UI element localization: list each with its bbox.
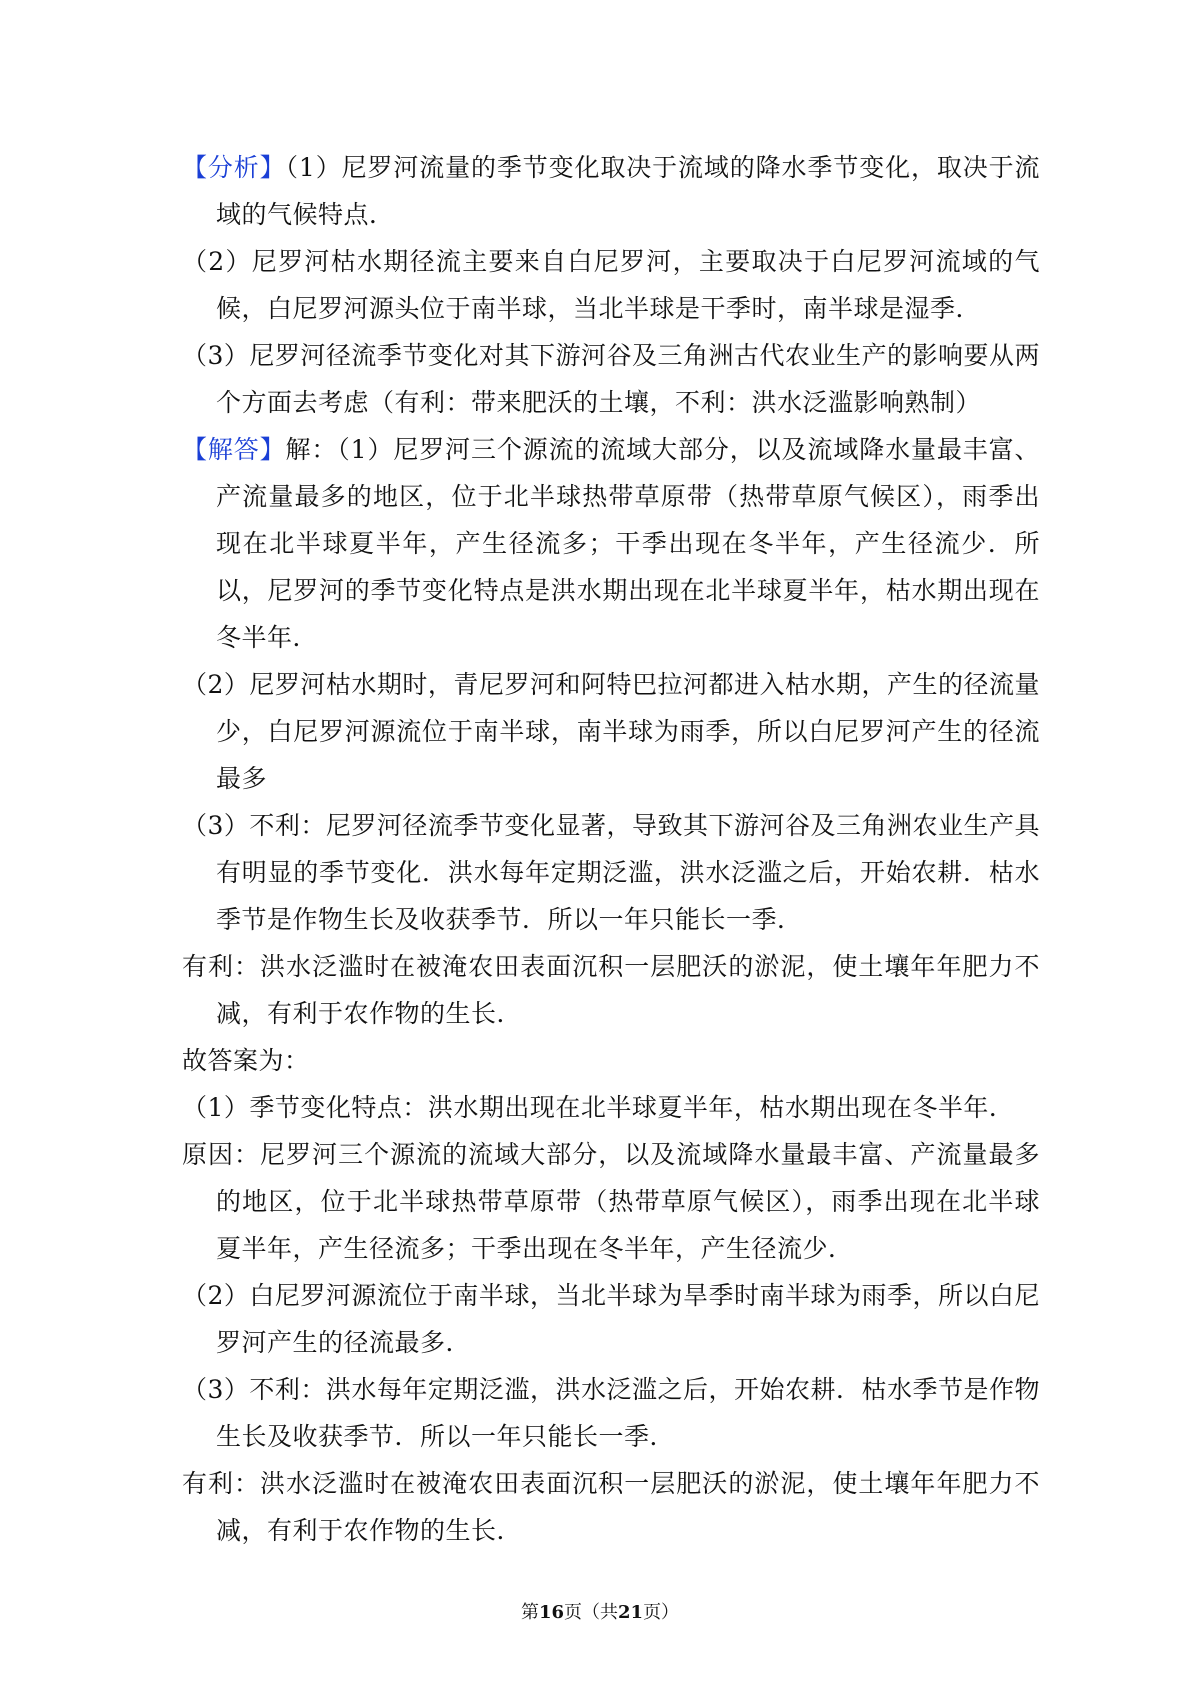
answer-paragraph-7: 原因：尼罗河三个源流的流域大部分，以及流域降水量最丰富、产流量最多的地区，位于北半球热带草原带（热带草原气候区），雨季出现在北半球夏半年，产生径流多；干季出现在冬半年，产生径流少． (182, 1140, 1040, 1263)
footer-total-pages: 21 (618, 1602, 644, 1623)
page-footer (0, 1598, 1200, 1624)
answer-paragraph-9: （3）不利：洪水每年定期泛滥，洪水泛滥之后，开始农耕．枯水季节是作物生长及收获季节．所以一年只能长一季． (182, 1375, 1040, 1451)
answer-paragraph-8: （2）白尼罗河源流位于南半球，当北半球为旱季时南半球为雨季，所以白尼罗河产生的径流最多． (182, 1281, 1040, 1357)
answer-text-1: 解：（1）尼罗河三个源流的流域大部分，以及流域降水量最丰富、产流量最多的地区，位于北半球热带草原带（热带草原气候区），雨季出现在北半球夏半年，产生径流多；干季出现在冬半年，产生径流少．所以，尼罗河的季节变化特点是洪水期出现在北半球夏半年，枯水期出现在冬半年． (216, 435, 1040, 652)
answer-paragraph-10: 有利：洪水泛滥时在被淹农田表面沉积一层肥沃的淤泥，使土壤年年肥力不减，有利于农作物的生长． (182, 1469, 1040, 1545)
footer-page-number: 16 (538, 1602, 564, 1623)
analysis-paragraph-3: （3）尼罗河径流季节变化对其下游河谷及三角洲古代农业生产的影响要从两个方面去考虑（有利：带来肥沃的土壤，不利：洪水泛滥影响熟制） (182, 341, 1040, 417)
answer-paragraph-4: 有利：洪水泛滥时在被淹农田表面沉积一层肥沃的淤泥，使土壤年年肥力不减，有利于农作物的生长． (182, 952, 1040, 1028)
footer-prefix: 第 (520, 1602, 539, 1623)
answer-label: 【解答】 (182, 435, 286, 464)
analysis-paragraph-1 (182, 144, 1040, 238)
analysis-label: 【分析】 (182, 153, 286, 182)
answer-paragraph-2: （2）尼罗河枯水期时，青尼罗河和阿特巴拉河都进入枯水期，产生的径流量少，白尼罗河源流位于南半球，南半球为雨季，所以白尼罗河产生的径流最多 (182, 670, 1040, 793)
document-body (182, 144, 1040, 1554)
answer-paragraph-5: 故答案为： (182, 1046, 310, 1075)
answer-paragraph-3: （3）不利：尼罗河径流季节变化显著，导致其下游河谷及三角洲农业生产具有明显的季节变化．洪水每年定期泛滥，洪水泛滥之后，开始农耕．枯水季节是作物生长及收获季节．所以一年只能长一季． (182, 811, 1040, 934)
analysis-text-1: （1）尼罗河流量的季节变化取决于流域的降水季节变化，取决于流域的气候特点． (216, 153, 1040, 229)
footer-middle: 页（共 (564, 1602, 618, 1623)
analysis-paragraph-2: （2）尼罗河枯水期径流主要来自白尼罗河，主要取决于白尼罗河流域的气候，白尼罗河源头位于南半球，当北半球是干季时，南半球是湿季． (182, 247, 1040, 323)
footer-suffix: 页） (643, 1602, 680, 1623)
answer-paragraph-6: （1）季节变化特点：洪水期出现在北半球夏半年，枯水期出现在冬半年． (182, 1093, 1015, 1122)
answer-paragraph-1 (182, 426, 1040, 661)
